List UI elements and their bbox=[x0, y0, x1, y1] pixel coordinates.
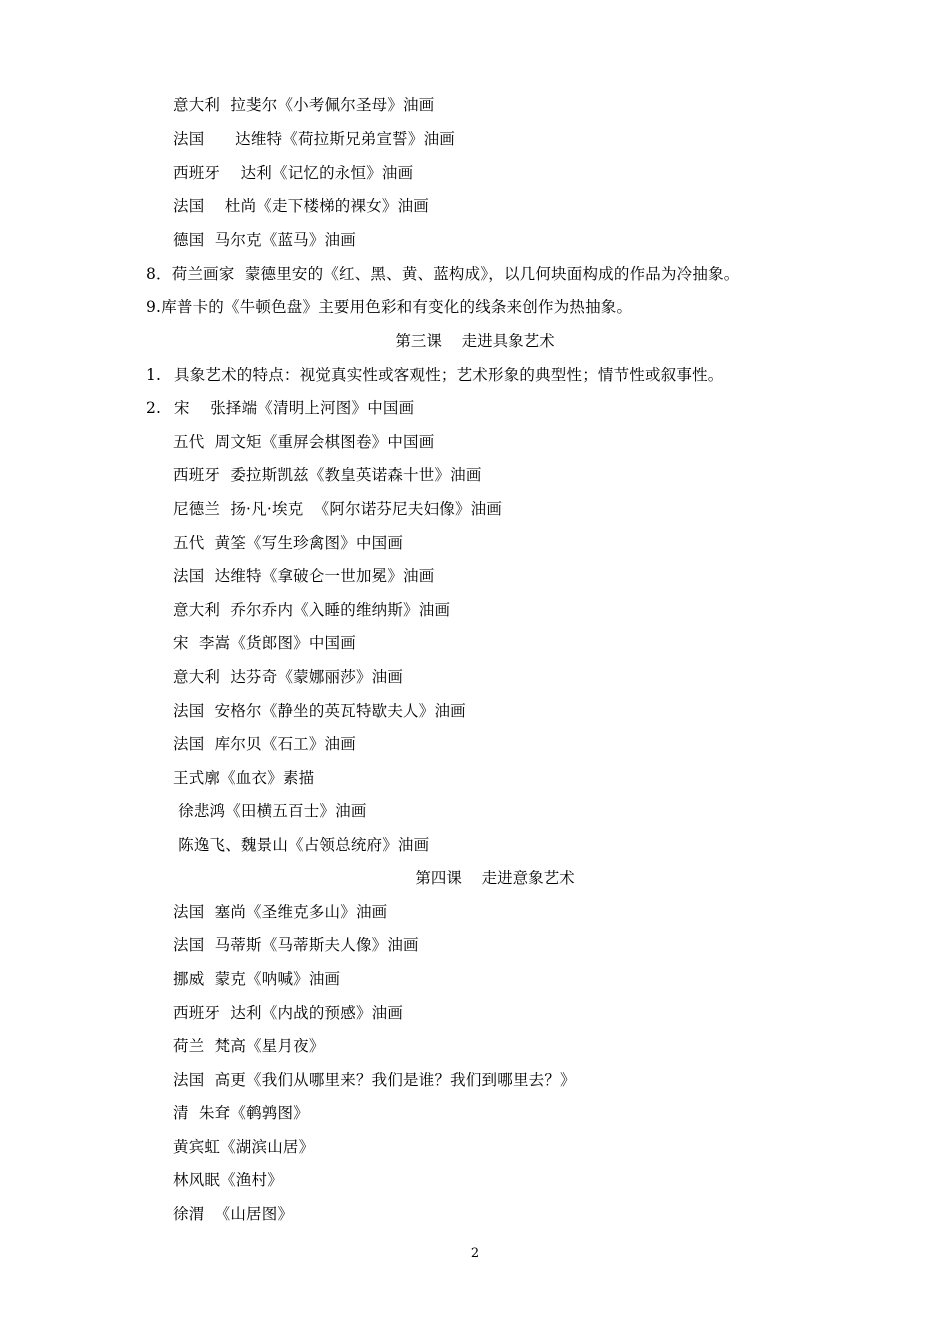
item-text: 宋 张择端《清明上河图》中国画 bbox=[174, 399, 415, 417]
artwork-line: 林风眠《渔村》 bbox=[173, 1171, 283, 1189]
artwork-line: 荷兰 梵高《星月夜》 bbox=[173, 1037, 325, 1055]
artwork-line: 法国 高更《我们从哪里来？我们是谁？我们到哪里去？》 bbox=[173, 1071, 576, 1089]
item-number: 2. bbox=[146, 399, 162, 417]
artwork-line: 尼德兰 扬·凡·埃克 《阿尔诺芬尼夫妇像》油画 bbox=[173, 500, 503, 518]
artwork-line: 徐渭 《山居图》 bbox=[173, 1205, 294, 1223]
artwork-line: 法国 达维特《拿破仑一世加冕》油画 bbox=[173, 567, 435, 585]
artwork-line: 德国 马尔克《蓝马》油画 bbox=[173, 231, 356, 249]
artwork-line: 陈逸飞、魏景山《占领总统府》油画 bbox=[173, 836, 430, 854]
artwork-line: 清 朱耷《鹌鹑图》 bbox=[173, 1104, 309, 1122]
artwork-line: 意大利 拉斐尔《小考佩尔圣母》油画 bbox=[173, 96, 435, 114]
item-9: 9.库普卡的《牛顿色盘》主要用色彩和有变化的线条来创作为热抽象。 bbox=[146, 298, 633, 316]
artwork-line: 法国 马蒂斯《马蒂斯夫人像》油画 bbox=[173, 936, 419, 954]
lesson-4-heading: 第四课 走进意象艺术 bbox=[415, 869, 575, 887]
item-8: 8．荷兰画家 蒙德里安的《红、黑、黄、蓝构成》，以几何块面构成的作品为冷抽象。 bbox=[146, 265, 740, 283]
lesson-3-item-2 bbox=[146, 391, 414, 425]
artwork-line: 西班牙 达利《记忆的永恒》油画 bbox=[173, 164, 414, 182]
item-number: 1. bbox=[146, 366, 162, 384]
artwork-line: 法国 安格尔《静坐的英瓦特歇夫人》油画 bbox=[173, 702, 466, 720]
artwork-line: 宋 李嵩《货郎图》中国画 bbox=[173, 634, 356, 652]
artwork-line: 五代 黄筌《写生珍禽图》中国画 bbox=[173, 534, 404, 552]
artwork-line: 法国 库尔贝《石工》油画 bbox=[173, 735, 356, 753]
artwork-line: 意大利 达芬奇《蒙娜丽莎》油画 bbox=[173, 668, 404, 686]
page-number: 2 bbox=[470, 1246, 480, 1261]
artwork-line: 意大利 乔尔乔内《入睡的维纳斯》油画 bbox=[173, 601, 451, 619]
artwork-line: 西班牙 委拉斯凯兹《教皇英诺森十世》油画 bbox=[173, 466, 482, 484]
lesson-3-item-1 bbox=[146, 358, 724, 392]
artwork-line: 法国 达维特《荷拉斯兄弟宣誓》油画 bbox=[173, 130, 455, 148]
artwork-line: 法国 杜尚《走下楼梯的裸女》油画 bbox=[173, 197, 430, 215]
artwork-line: 王式廓《血衣》素描 bbox=[173, 769, 315, 787]
artwork-line: 法国 塞尚《圣维克多山》油画 bbox=[173, 903, 388, 921]
artwork-line: 徐悲鸿《田横五百士》油画 bbox=[173, 802, 367, 820]
lesson-3-heading: 第三课 走进具象艺术 bbox=[395, 332, 555, 350]
item-text: 具象艺术的特点：视觉真实性或客观性；艺术形象的典型性；情节性或叙事性。 bbox=[174, 366, 724, 384]
artwork-line: 西班牙 达利《内战的预感》油画 bbox=[173, 1004, 404, 1022]
artwork-line: 挪威 蒙克《呐喊》油画 bbox=[173, 970, 341, 988]
artwork-line: 黄宾虹《湖滨山居》 bbox=[173, 1138, 315, 1156]
artwork-line: 五代 周文矩《重屏会棋图卷》中国画 bbox=[173, 433, 435, 451]
